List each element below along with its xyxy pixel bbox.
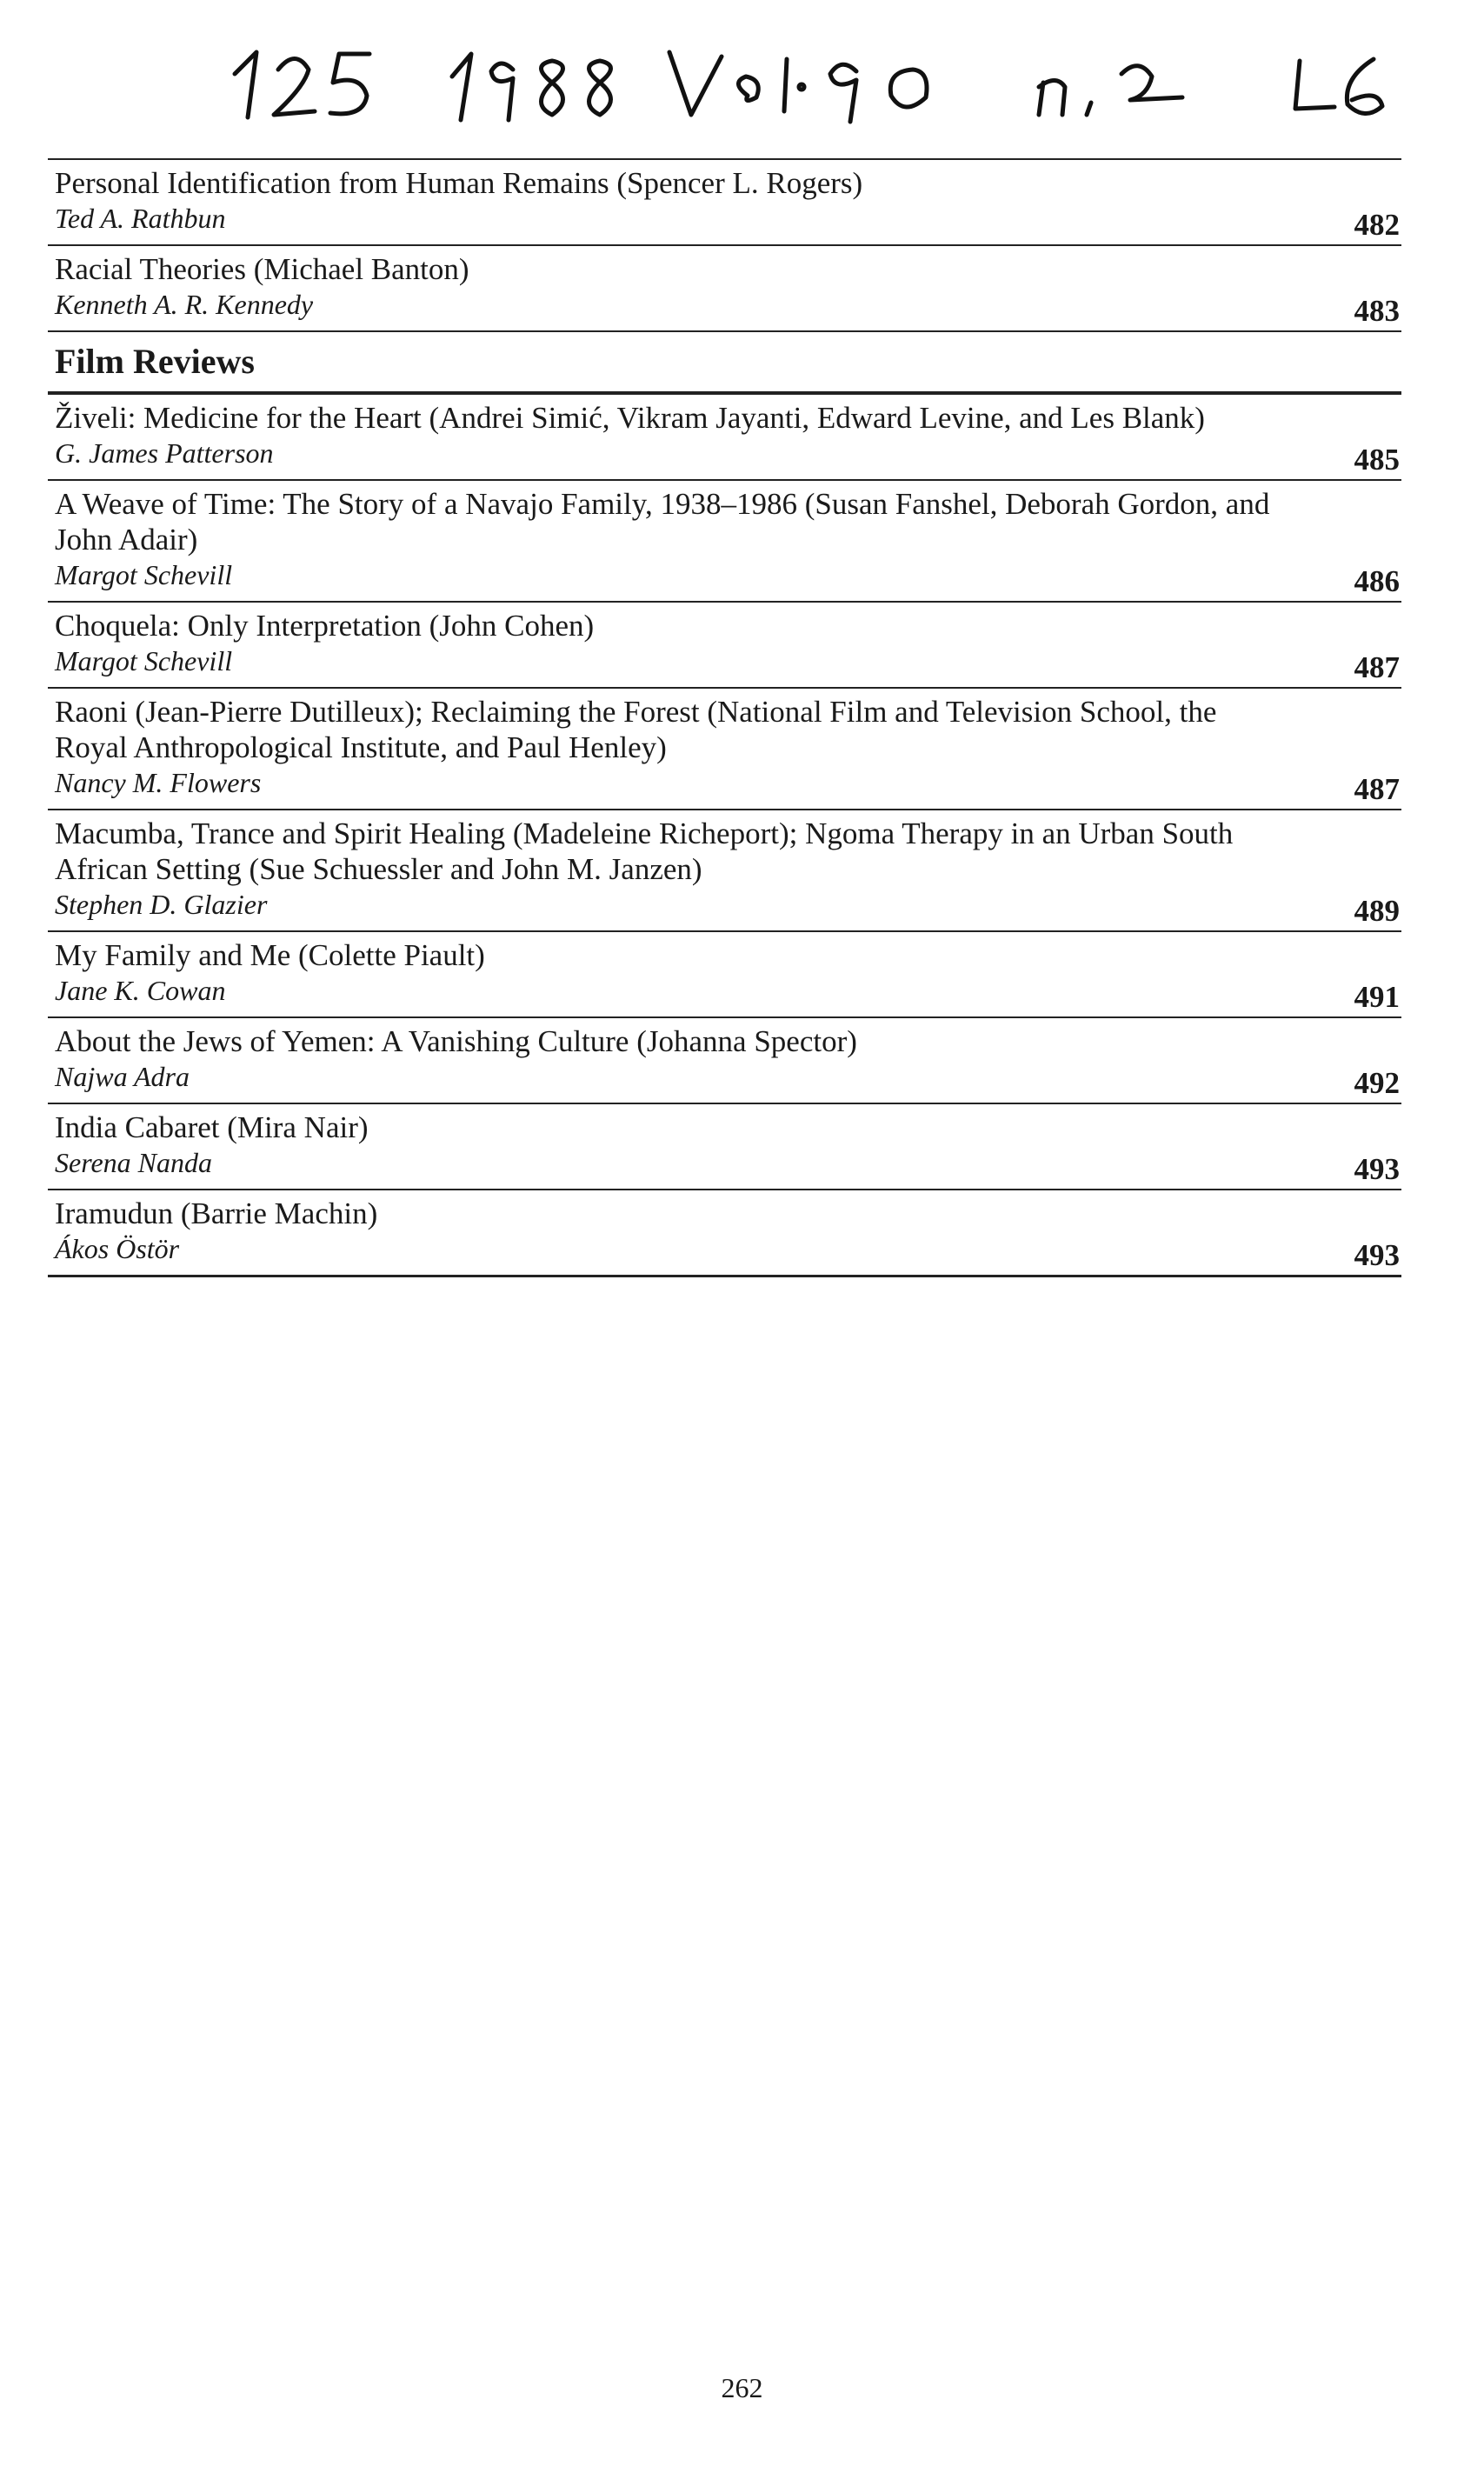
handwritten-annotation (217, 35, 1417, 130)
entry-title: My Family and Me (Colette Piault) (55, 938, 485, 972)
entry-title: Macumba, Trance and Spirit Healing (Madeleine Richeport); Ngoma Therapy in an Urban South African Setting (Sue Schuessler and John M. Janzen) (55, 816, 1234, 886)
entry-author: G. James Patterson (55, 437, 274, 469)
table-of-contents (48, 158, 1401, 1277)
toc-entry (48, 930, 1401, 1016)
entry-page-number: 483 (1354, 294, 1400, 328)
entry-author: Stephen D. Glazier (55, 889, 268, 920)
entry-title: Choquela: Only Interpretation (John Cohen) (55, 609, 595, 643)
entry-author: Ákos Östör (55, 1233, 180, 1264)
entry-page-number: 485 (1354, 443, 1400, 477)
toc-entry (48, 809, 1401, 930)
page-folio: 262 (721, 2372, 763, 2403)
entry-author: Jane K. Cowan (55, 975, 226, 1006)
entry-page-number: 493 (1354, 1152, 1400, 1186)
handwriting-drawing (217, 35, 1417, 130)
entry-author: Nancy M. Flowers (55, 767, 262, 798)
entry-author: Najwa Adra (55, 1061, 190, 1092)
toc-entry (48, 601, 1401, 687)
entry-author: Margot Schevill (55, 559, 233, 590)
toc-entry (48, 687, 1401, 809)
entry-page-number: 487 (1354, 650, 1400, 684)
entry-title: Raoni (Jean-Pierre Dutilleux); Reclaiming the Forest (National Film and Television School, the Royal Anthropological Institute, and Paul Henley) (55, 695, 1217, 764)
toc-entry (48, 479, 1401, 601)
entry-page-number: 492 (1354, 1066, 1400, 1100)
entry-title: Živeli: Medicine for the Heart (Andrei Simić, Vikram Jayanti, Edward Levine, and Les Blank) (55, 401, 1205, 435)
toc-entry (48, 244, 1401, 330)
closing-rule (48, 1275, 1401, 1277)
toc-entry (48, 1103, 1401, 1189)
entry-title: India Cabaret (Mira Nair) (55, 1110, 369, 1144)
entry-author: Serena Nanda (55, 1147, 213, 1178)
toc-entry (48, 1016, 1401, 1103)
entry-page-number: 482 (1354, 208, 1400, 242)
entry-title: A Weave of Time: The Story of a Navajo Family, 1938–1986 (Susan Fanshel, Deborah Gordon, and John Adair) (55, 487, 1270, 557)
entry-page-number: 493 (1354, 1238, 1400, 1272)
entry-page-number: 489 (1354, 894, 1400, 928)
entry-author: Kenneth A. R. Kennedy (55, 289, 314, 320)
entry-author: Ted A. Rathbun (55, 203, 226, 234)
toc-entry (48, 158, 1401, 244)
toc-entry (48, 391, 1401, 479)
entry-title: Personal Identification from Human Remains (Spencer L. Rogers) (55, 166, 863, 200)
entry-title: Racial Theories (Michael Banton) (55, 252, 469, 286)
entry-author: Margot Schevill (55, 645, 233, 676)
toc-entry (48, 1189, 1401, 1275)
entry-title: About the Jews of Yemen: A Vanishing Culture (Johanna Spector) (55, 1024, 857, 1058)
entry-title: Iramudun (Barrie Machin) (55, 1196, 378, 1230)
entry-page-number: 486 (1354, 564, 1400, 598)
entry-page-number: 491 (1354, 980, 1400, 1014)
entry-page-number: 487 (1354, 772, 1400, 806)
section-heading: Film Reviews (48, 330, 1401, 391)
